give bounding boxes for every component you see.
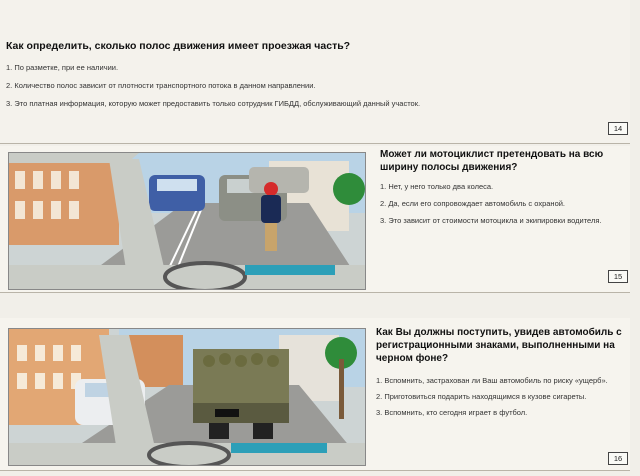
question-title: Как определить, сколько полос движения имеет проезжая часть?	[6, 40, 351, 52]
answer-list	[376, 376, 616, 424]
answer-list	[6, 63, 606, 117]
question-number-badge	[608, 452, 628, 465]
answer-option-1[interactable]: 1. По разметке, при ее наличии.	[6, 63, 119, 72]
question-title: Может ли мотоциклист претендовать на всю ширину полосы движения?	[380, 149, 604, 173]
answer-option-2[interactable]: 2. Да, если его сопровождает автомобиль с охраной.	[380, 199, 566, 208]
question-title: Как Вы должны поступить, увидев автомобиль с регистрационными знаками, выполненными на черном фоне?	[376, 327, 622, 364]
question-number-badge	[608, 270, 628, 283]
question-number: 15	[613, 272, 623, 281]
answer-option-2[interactable]: 2. Количество полос зависит от плотности транспортного потока в данном направлении.	[6, 81, 316, 90]
question-number: 14	[613, 124, 623, 133]
answer-option-3[interactable]: 3. Это зависит от стоимости мотоцикла и экипировки водителя.	[380, 216, 602, 225]
answer-option-3[interactable]: 3. Вспомнить, кто сегодня играет в футбол.	[376, 408, 528, 417]
answer-option-2[interactable]: 2. Приготовиться подарить находящимся в кузове сигареты.	[376, 392, 587, 401]
answer-option-3[interactable]: 3. Это платная информация, которую может предоставить только сотрудник ГИБДД, обслуживающий данный участок.	[6, 99, 421, 108]
black-license-plate	[215, 409, 239, 417]
question-number-badge	[608, 122, 628, 135]
answer-option-1[interactable]: 1. Вспомнить, застрахован ли Ваш автомобиль по риску «ущерб».	[376, 376, 608, 385]
question-card-14	[0, 0, 630, 144]
question-number: 16	[613, 454, 623, 463]
answer-list	[380, 182, 610, 233]
building-left	[9, 153, 119, 245]
question-card-15	[0, 146, 630, 293]
driver-view-illustration	[8, 328, 366, 466]
motorcyclist	[261, 195, 281, 223]
tree	[333, 173, 365, 205]
answer-option-1[interactable]: 1. Нет, у него только два колеса.	[380, 182, 494, 191]
road-scene-truck	[9, 329, 365, 465]
question-card-16	[0, 318, 630, 471]
driver-view-illustration	[8, 152, 366, 290]
helmet	[264, 182, 278, 196]
road-scene-motorcycle	[9, 153, 365, 289]
